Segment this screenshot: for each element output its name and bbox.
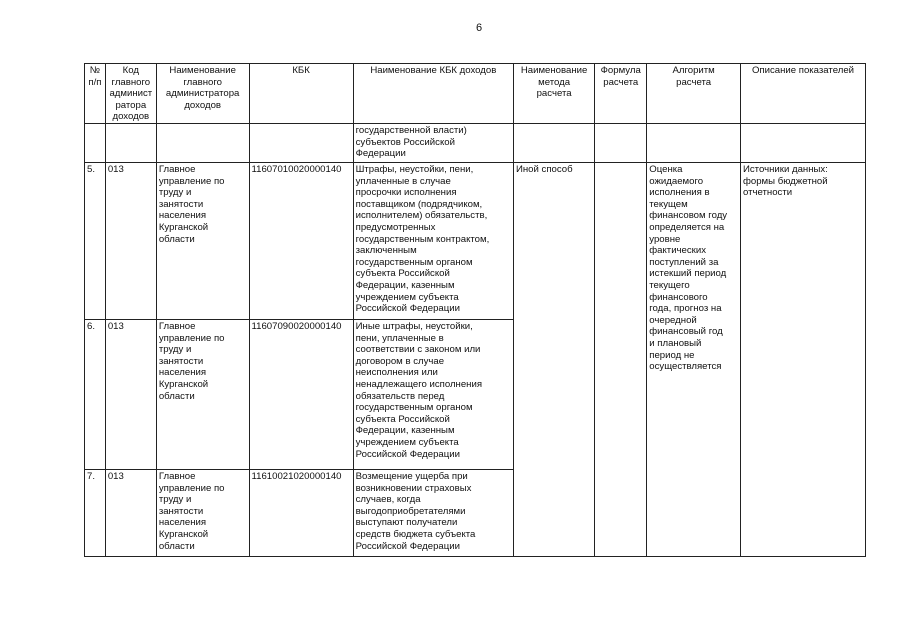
row-code: 013 — [105, 163, 156, 320]
cont-code — [105, 124, 156, 163]
row-admin-name: Главное управление по труду и занятости населения Курганской области — [156, 320, 249, 470]
row-num: 7. — [85, 470, 106, 557]
page-number: 6 — [476, 22, 483, 34]
cont-algorithm — [647, 124, 741, 163]
description-cell: Источники данных: формы бюджетной отчетности — [740, 163, 865, 557]
cont-name — [156, 124, 249, 163]
header-description: Описание показателей — [740, 64, 865, 124]
row-code: 013 — [105, 320, 156, 470]
header-admin-code: Код главного админист ратора доходов — [105, 64, 156, 124]
formula-cell — [595, 163, 647, 557]
table-row — [85, 163, 866, 320]
row-kbk: 11607010020000140 — [249, 163, 353, 320]
row-code: 013 — [105, 470, 156, 557]
row-num: 5. — [85, 163, 106, 320]
method-cell: Иной способ — [513, 163, 594, 557]
header-num: № п/п — [85, 64, 106, 124]
continuation-row — [85, 124, 866, 163]
header-kbk: КБК — [249, 64, 353, 124]
header-kbk-name: Наименование КБК доходов — [353, 64, 513, 124]
cont-kbk — [249, 124, 353, 163]
row-kbk-name: Возмещение ущерба при возникновении страховых случаев, когда выгодоприобретателями выступают получатели средств бюджета субъекта Российской Федерации — [353, 470, 513, 557]
row-num: 6. — [85, 320, 106, 470]
header-row — [85, 64, 866, 124]
cont-formula — [595, 124, 647, 163]
header-formula: Формула расчета — [595, 64, 647, 124]
revenue-forecast-table — [84, 63, 866, 557]
row-kbk-name: Иные штрафы, неустойки, пени, уплаченные в соответствии с законом или договором в случае неисполнения или ненадлежащего исполнения обязательств перед государственным органом субъекта Российской Федерации, казенным учреждением субъекта Российской Федерации — [353, 320, 513, 470]
header-algorithm: Алгоритм расчета — [647, 64, 741, 124]
header-admin-name: Наименование главного администратора доходов — [156, 64, 249, 124]
cont-method — [513, 124, 594, 163]
row-kbk-name: Штрафы, неустойки, пени, уплаченные в случае просрочки исполнения поставщиком (подрядчиком, исполнителем) обязательств, предусмотренных государственным контрактом, заключенным государственным органом субъекта Российской Федерации, казенным учреждением субъекта Российской Федерации — [353, 163, 513, 320]
row-kbk: 11610021020000140 — [249, 470, 353, 557]
row-kbk: 11607090020000140 — [249, 320, 353, 470]
row-admin-name: Главное управление по труду и занятости населения Курганской области — [156, 163, 249, 320]
cont-kbk-name: государственной власти) субъектов Российской Федерации — [353, 124, 513, 163]
cont-num — [85, 124, 106, 163]
row-admin-name: Главное управление по труду и занятости населения Курганской области — [156, 470, 249, 557]
algorithm-cell: Оценка ожидаемого исполнения в текущем финансовом году определяется на уровне фактических поступлений за истекший период текущего финансового года, прогноз на очередной финансовый год и плановый период не осуществляется — [647, 163, 741, 557]
cont-description — [740, 124, 865, 163]
header-method: Наименование метода расчета — [513, 64, 594, 124]
